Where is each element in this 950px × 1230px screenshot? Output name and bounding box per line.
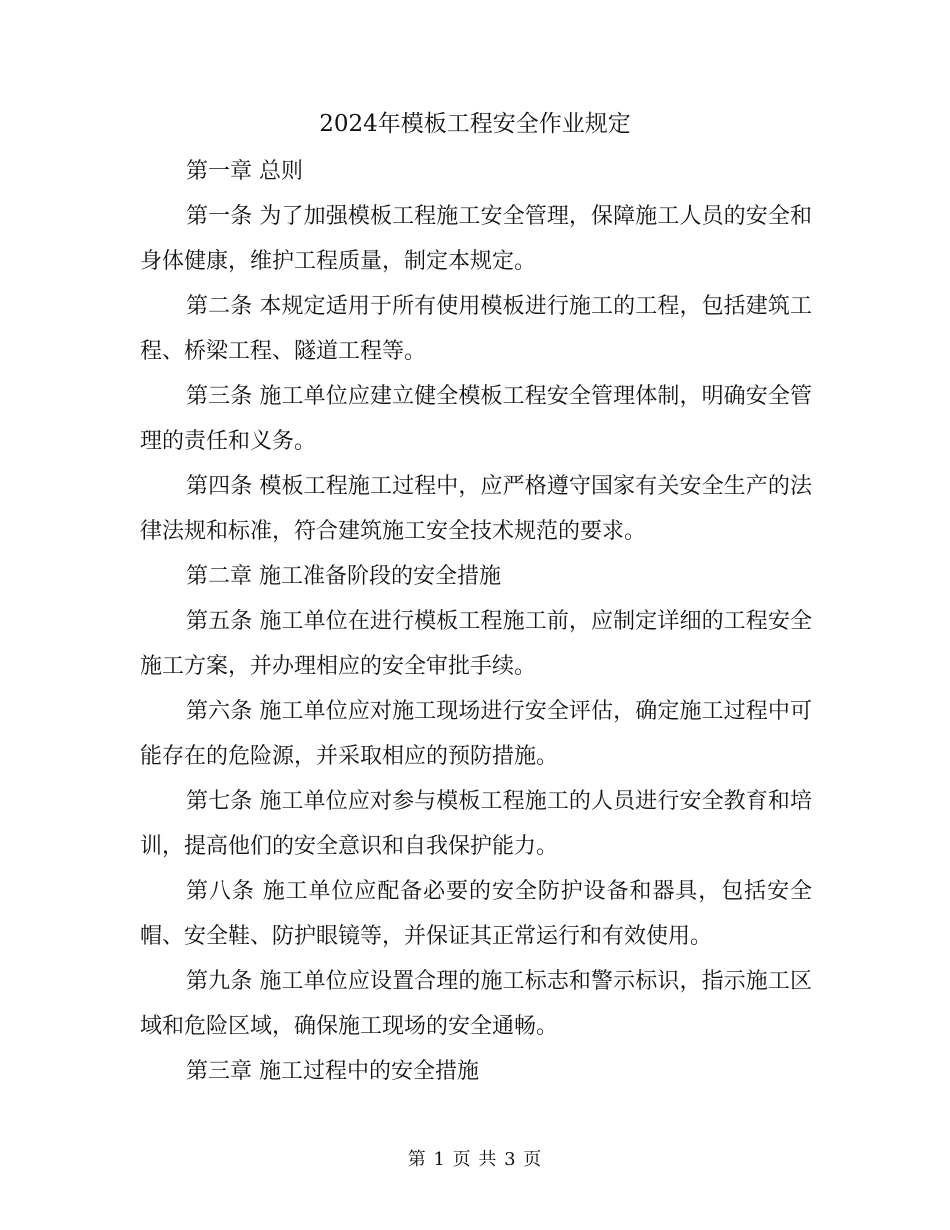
chapter-heading: 第二章 施工准备阶段的安全措施 xyxy=(186,564,501,589)
article-paragraph: 第一条 为了加强模板工程施工安全管理，保障施工人员的安全和身体健康，维护工程质量，制定本规定。 xyxy=(140,204,812,274)
article-paragraph: 第五条 施工单位在进行模板工程施工前，应制定详细的工程安全施工方案，并办理相应的安全审批手续。 xyxy=(140,609,812,679)
page-number-footer: 第 1 页 共 3 页 xyxy=(407,1149,543,1170)
article-paragraph: 第八条 施工单位应配备必要的安全防护设备和器具，包括安全帽、安全鞋、防护眼镜等，并保证其正常运行和有效使用。 xyxy=(140,879,812,949)
article-paragraph: 第三条 施工单位应建立健全模板工程安全管理体制，明确安全管理的责任和义务。 xyxy=(140,384,812,454)
article-paragraph: 第四条 模板工程施工过程中，应严格遵守国家有关安全生产的法律法规和标准，符合建筑施工安全技术规范的要求。 xyxy=(140,474,812,544)
chapter-heading: 第一章 总则 xyxy=(186,159,303,184)
article-paragraph: 第七条 施工单位应对参与模板工程施工的人员进行安全教育和培训，提高他们的安全意识和自我保护能力。 xyxy=(140,789,812,859)
article-paragraph: 第九条 施工单位应设置合理的施工标志和警示标识，指示施工区域和危险区域，确保施工现场的安全通畅。 xyxy=(140,969,812,1039)
document-body xyxy=(140,149,812,1094)
chapter-heading: 第三章 施工过程中的安全措施 xyxy=(186,1059,479,1084)
article-paragraph: 第六条 施工单位应对施工现场进行安全评估，确定施工过程中可能存在的危险源，并采取相应的预防措施。 xyxy=(140,699,812,769)
document-title: 2024年模板工程安全作业规定 xyxy=(319,111,631,137)
article-paragraph: 第二条 本规定适用于所有使用模板进行施工的工程，包括建筑工程、桥梁工程、隧道工程等。 xyxy=(140,294,812,364)
